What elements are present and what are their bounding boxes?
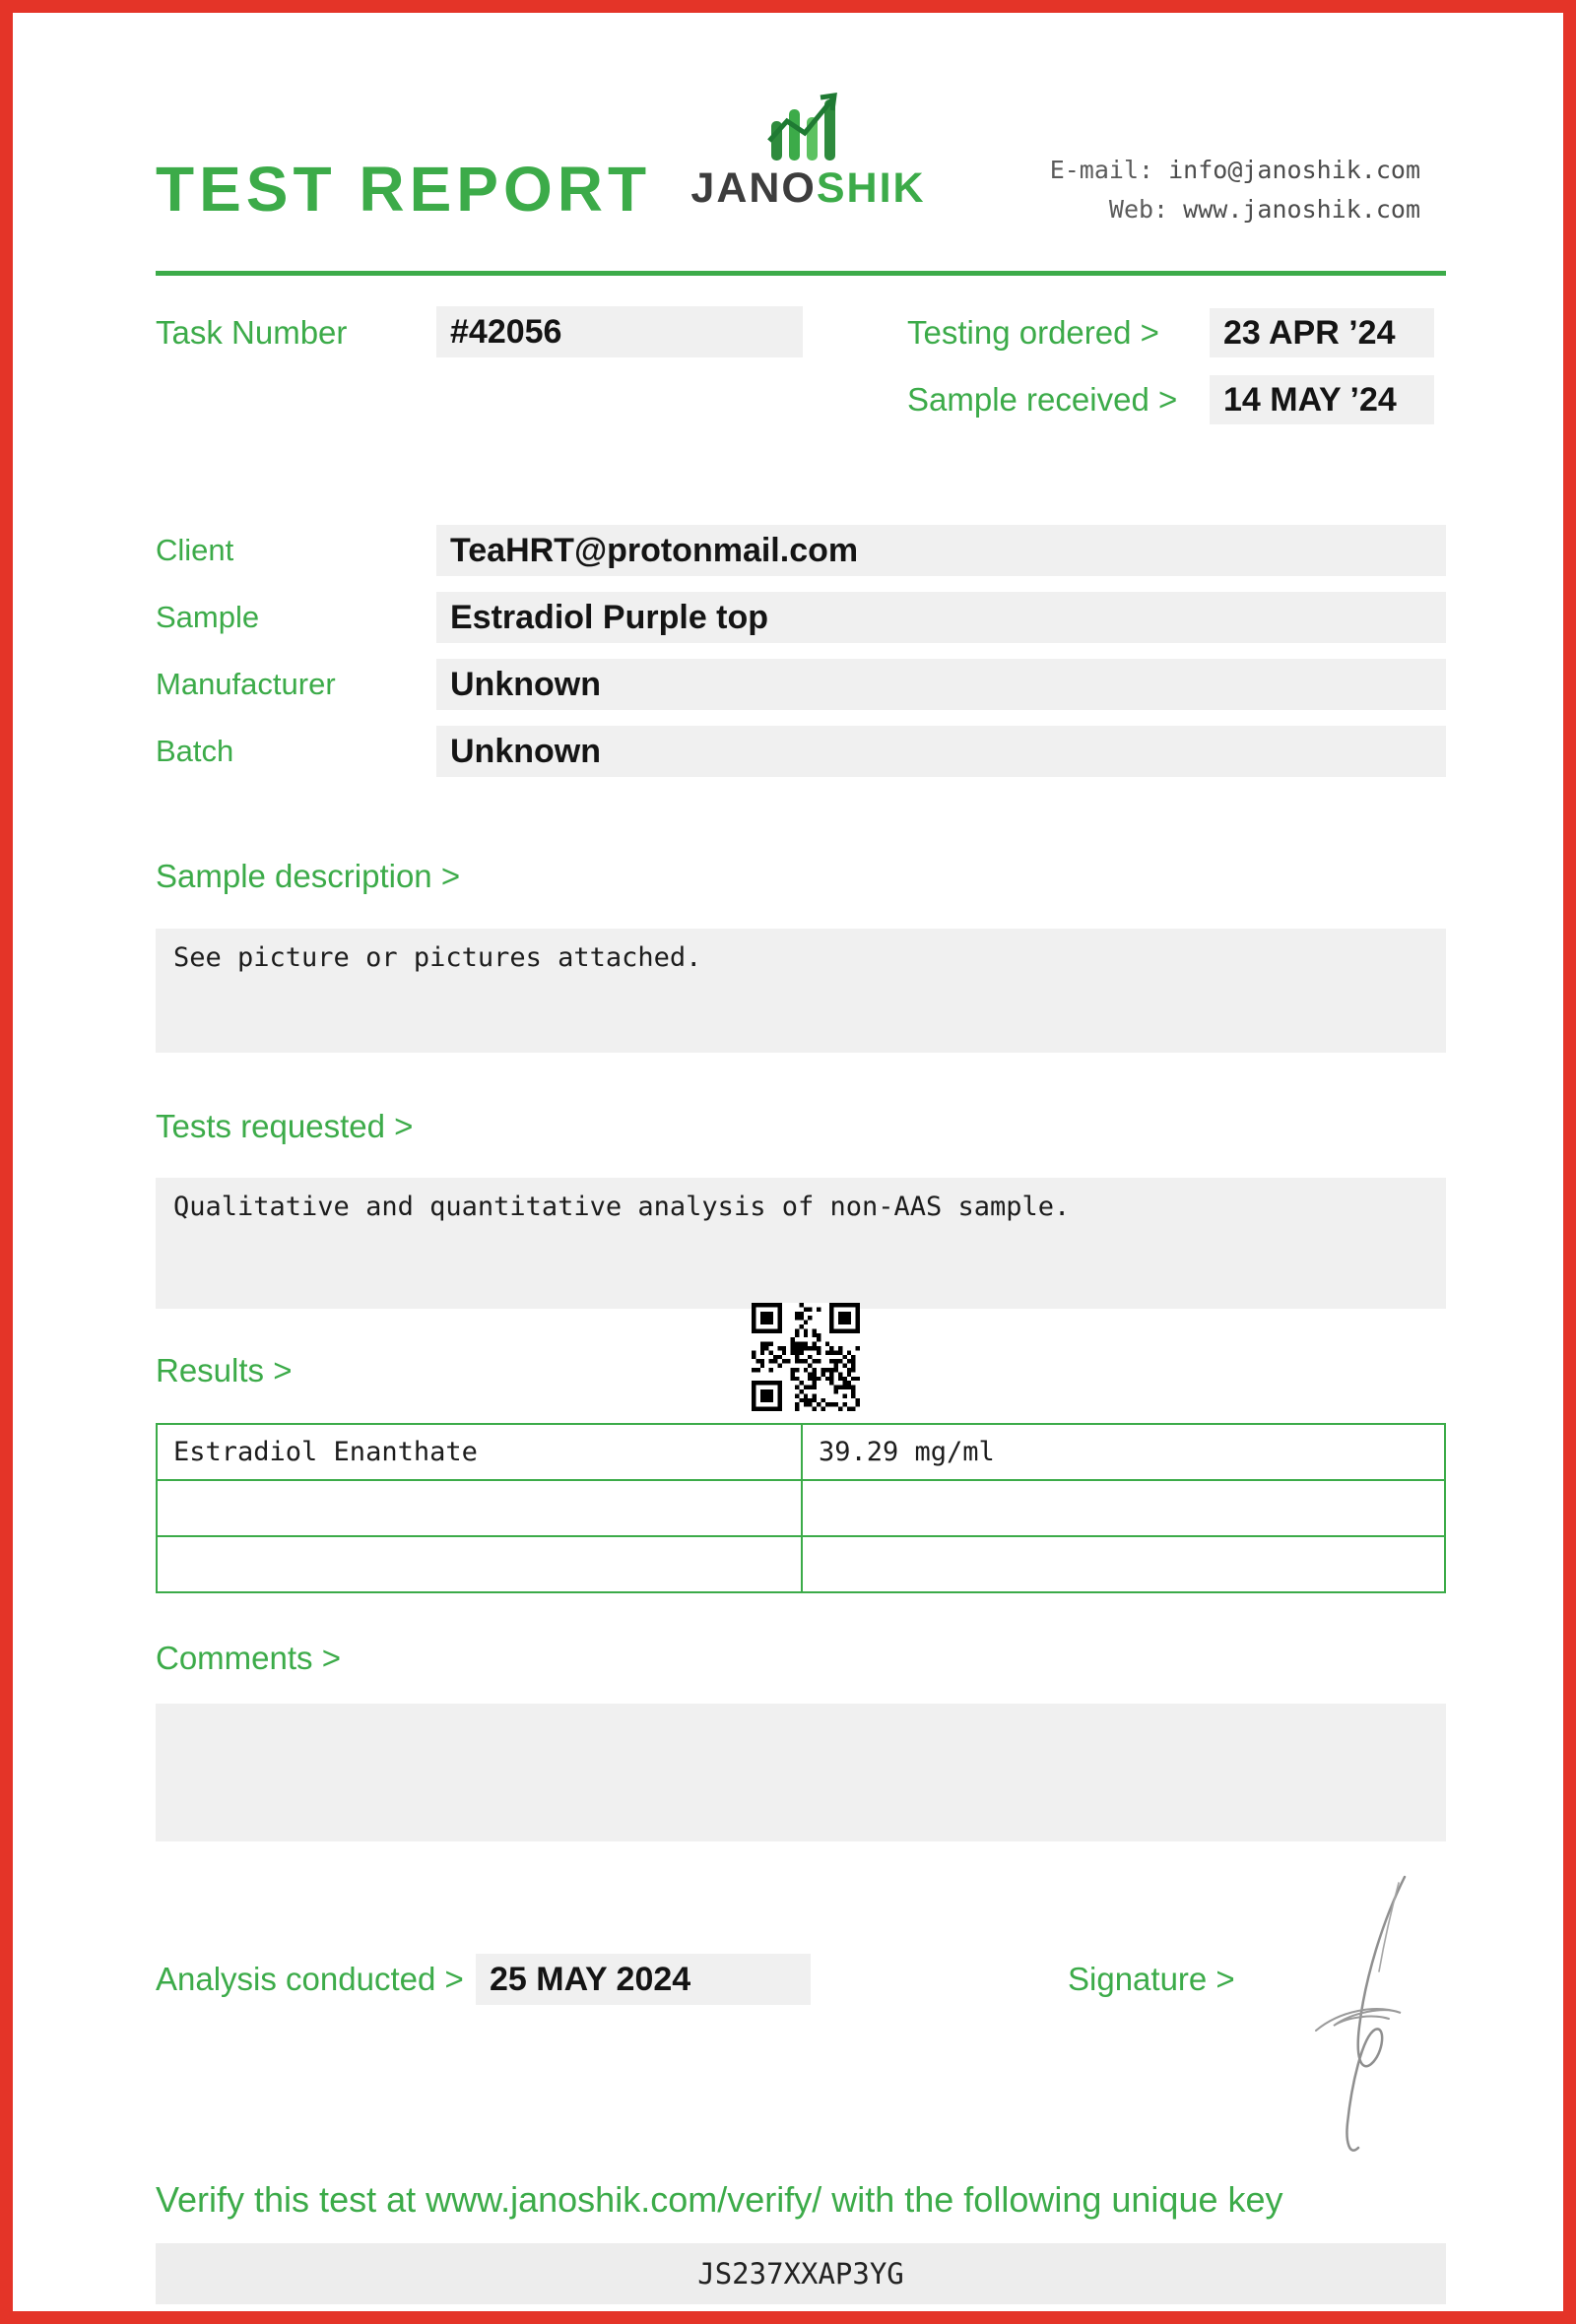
manufacturer-label: Manufacturer: [156, 667, 336, 701]
bar-chart-growth-icon: [763, 90, 854, 162]
contact-web-line: [1050, 190, 1420, 229]
result-row: [157, 1424, 1445, 1480]
task-number-label: Task Number: [156, 314, 348, 351]
logo-text-shik: SHIK: [816, 164, 926, 212]
contact-email-line: [1050, 151, 1420, 190]
result-row: [157, 1480, 1445, 1536]
manufacturer-value: Unknown: [436, 659, 1446, 710]
web-value: www.janoshik.com: [1183, 195, 1420, 224]
tests-requested-heading: Tests requested >: [156, 1108, 414, 1144]
result-row: [157, 1536, 1445, 1592]
comments-heading: Comments >: [156, 1640, 341, 1676]
result-cell: 39.29 mg/ml: [802, 1424, 1445, 1480]
batch-label: Batch: [156, 734, 234, 768]
comments-box: [156, 1704, 1446, 1841]
verify-key-box: JS237XXAP3YG: [156, 2243, 1446, 2304]
substance-cell: Estradiol Enanthate: [157, 1424, 802, 1480]
email-label: E-mail:: [1049, 156, 1154, 184]
verify-text: Verify this test at www.janoshik.com/verify/ with the following unique key: [156, 2179, 1283, 2220]
email-value: info@janoshik.com: [1168, 156, 1420, 184]
sample-description-box: See picture or pictures attached.: [156, 929, 1446, 1053]
results-table: [156, 1423, 1446, 1593]
client-value: TeaHRT@protonmail.com: [436, 525, 1446, 576]
sample-received-value: 14 MAY ’24: [1210, 375, 1434, 424]
qr-code: [752, 1303, 860, 1411]
testing-ordered-value: 23 APR ’24: [1210, 308, 1434, 357]
task-number-value: #42056: [436, 306, 803, 357]
header-divider: [156, 271, 1446, 276]
substance-cell: [157, 1536, 802, 1592]
contact-info: [1050, 151, 1420, 229]
sample-description-heading: Sample description >: [156, 858, 461, 894]
tests-requested-box: Qualitative and quantitative analysis of non-AAS sample.: [156, 1178, 1446, 1309]
analysis-conducted-label: Analysis conducted >: [156, 1961, 464, 1997]
batch-value: Unknown: [436, 726, 1446, 777]
signature-label: Signature >: [1068, 1961, 1235, 1997]
sample-received-label: Sample received >: [907, 381, 1178, 418]
signature-image: [1288, 1869, 1436, 2164]
logo-wordmark: [690, 164, 925, 213]
results-heading: Results >: [156, 1352, 293, 1388]
page-title: TEST REPORT: [156, 154, 652, 225]
result-cell: [802, 1480, 1445, 1536]
result-cell: [802, 1536, 1445, 1592]
logo: [692, 90, 924, 213]
sample-value: Estradiol Purple top: [436, 592, 1446, 643]
client-label: Client: [156, 533, 234, 567]
logo-text-jano: JANO: [690, 164, 817, 212]
testing-ordered-label: Testing ordered >: [907, 314, 1159, 351]
analysis-date-value: 25 MAY 2024: [476, 1954, 811, 2005]
substance-cell: [157, 1480, 802, 1536]
web-label: Web:: [1108, 195, 1169, 224]
sample-label: Sample: [156, 600, 260, 634]
